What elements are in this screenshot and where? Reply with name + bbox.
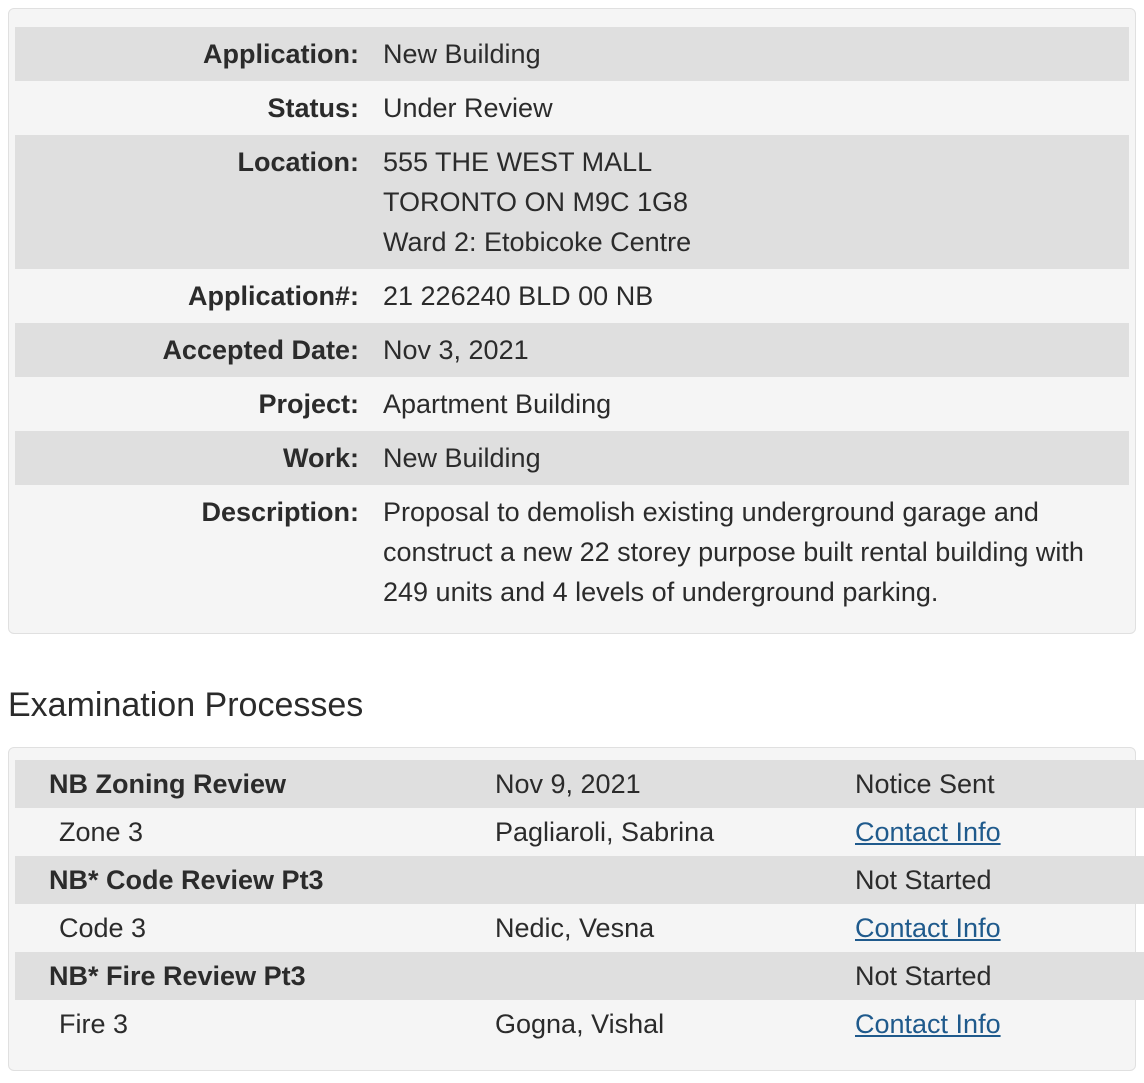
- detail-value: [375, 269, 1129, 323]
- detail-label: Application#:: [187, 281, 359, 311]
- detail-label: Location:: [15, 135, 375, 269]
- detail-row: [15, 377, 1129, 431]
- detail-row: [15, 135, 1129, 269]
- application-details-table: [15, 27, 1129, 619]
- examination-row: [15, 808, 1144, 856]
- process-name: NB Zoning Review: [15, 760, 495, 808]
- process-right-cell: [855, 904, 1144, 952]
- detail-label: Description:: [201, 497, 359, 527]
- detail-value: [375, 135, 1129, 269]
- process-status: Not Started: [855, 961, 992, 991]
- detail-value-line: Ward 2: Etobicoke Centre: [383, 227, 692, 257]
- process-right-cell: [855, 952, 1144, 1000]
- detail-value: [375, 431, 1129, 485]
- detail-value: [375, 81, 1129, 135]
- detail-label: Project:: [258, 389, 359, 419]
- detail-value-line: 21 226240 BLD 00 NB: [383, 281, 654, 311]
- process-name: NB* Code Review Pt3: [15, 856, 495, 904]
- detail-value-line: 555 THE WEST MALL: [383, 147, 653, 177]
- detail-value-line: Proposal to demolish existing underground garage and construct a new 22 storey purpose built rental building with 249 units and 4 levels of underground parking.: [383, 497, 1084, 607]
- process-examiner: Nedic, Vesna: [495, 913, 655, 943]
- contact-info-link[interactable]: Contact Info: [855, 817, 1001, 847]
- detail-row: [15, 323, 1129, 377]
- process-date: Nov 9, 2021: [495, 760, 855, 808]
- process-right-cell: [855, 1000, 1144, 1048]
- process-right-cell: [855, 760, 1144, 808]
- process-examiner: Pagliaroli, Sabrina: [495, 817, 715, 847]
- application-details-panel: [8, 8, 1136, 634]
- process-date: [495, 952, 855, 1000]
- detail-value-line: Under Review: [383, 93, 553, 123]
- contact-info-link[interactable]: Contact Info: [855, 1009, 1001, 1039]
- detail-value: [375, 377, 1129, 431]
- examination-processes-title: Examination Processes: [8, 686, 364, 724]
- process-name: NB* Fire Review Pt3: [15, 952, 495, 1000]
- detail-value-line: New Building: [383, 39, 541, 69]
- detail-row: [15, 81, 1129, 135]
- process-stage-name: Code 3: [59, 913, 147, 943]
- detail-label: Status:: [267, 93, 359, 123]
- contact-info-link[interactable]: Contact Info: [855, 913, 1001, 943]
- detail-value: [375, 485, 1129, 619]
- examination-row: [15, 952, 1144, 1000]
- detail-value-line: New Building: [383, 443, 541, 473]
- detail-value-line: Nov 3, 2021: [383, 335, 529, 365]
- examination-processes-table: [15, 760, 1144, 1048]
- detail-label: Application:: [15, 27, 375, 81]
- examination-row: [15, 856, 1144, 904]
- detail-label: Work:: [15, 431, 375, 485]
- detail-row: [15, 431, 1129, 485]
- application-details-body: [15, 27, 1129, 619]
- process-stage-name: Zone 3: [59, 817, 144, 847]
- process-status: Not Started: [855, 865, 992, 895]
- examination-row: [15, 1000, 1144, 1048]
- process-status: Notice Sent: [855, 769, 995, 799]
- detail-value-line: Apartment Building: [383, 389, 612, 419]
- examination-row: [15, 904, 1144, 952]
- detail-row: [15, 485, 1129, 619]
- detail-row: [15, 269, 1129, 323]
- examination-processes-body: [15, 760, 1144, 1048]
- detail-label: Accepted Date:: [15, 323, 375, 377]
- detail-row: [15, 27, 1129, 81]
- detail-value: [375, 27, 1129, 81]
- process-right-cell: [855, 856, 1144, 904]
- examination-row: [15, 760, 1144, 808]
- detail-value: [375, 323, 1129, 377]
- process-right-cell: [855, 808, 1144, 856]
- process-examiner: Gogna, Vishal: [495, 1009, 665, 1039]
- process-date: [495, 856, 855, 904]
- detail-value-line: TORONTO ON M9C 1G8: [383, 187, 689, 217]
- examination-processes-panel: [8, 747, 1136, 1071]
- process-stage-name: Fire 3: [59, 1009, 129, 1039]
